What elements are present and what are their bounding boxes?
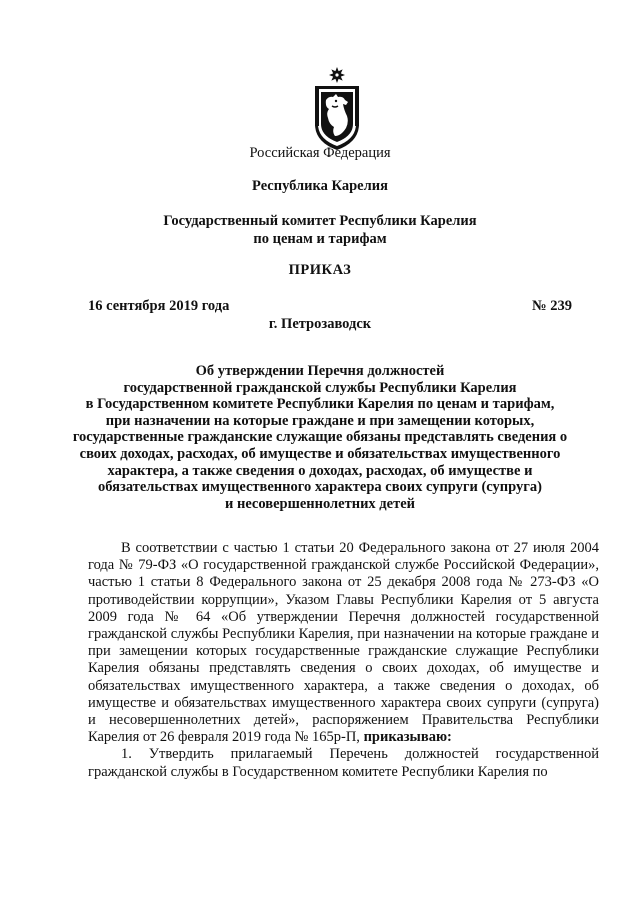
- title-line: Об утверждении Перечня должностей: [195, 363, 445, 379]
- title-line: характера, а также сведения о доходах, расходах, об имуществе и: [107, 462, 533, 479]
- republic-name: Республика Карелия: [252, 178, 388, 194]
- title-line: своих доходах, расходах, об имуществе и обязательствах имущественного: [79, 445, 561, 462]
- committee-line-2: по ценам и тарифам: [253, 231, 387, 247]
- document-city: г. Петрозаводск: [268, 316, 372, 332]
- document-number: № 239: [532, 298, 572, 314]
- document-type: ПРИКАЗ: [288, 262, 352, 278]
- document-title: [0, 363, 640, 512]
- committee-line-1: Государственный комитет Республики Карелия: [163, 213, 477, 229]
- title-line: государственной гражданской службы Республики Карелия: [123, 379, 517, 396]
- karelia-coat-of-arms-icon: [301, 66, 373, 152]
- preamble-text: В соответствии с частью 1 статьи 20 Федерального закона от 27 июля 2004 года № 79-ФЗ «О государственной гражданской службе Российской Федерации», частью 1 статьи 8 Федерального закона от 25 декабря 2008 года № 273-ФЗ «О противодействии коррупции», Указом Главы Республики Карелия от 5 августа 2009 года № 64 «Об утверждении Перечня должностей государственной гражданской службы Республики Карелия, при назначении на которые граждане и при замещении которых государственные гражданские служащие Республики Карелия обязаны представлять сведения о своих доходах, об имуществе и обязательствах имущественного характера, а также сведения о доходах, об имуществе и обязательствах имущественного характера своих супруги (супруга) и несовершеннолетних детей», распоряжением Правительства Республики Карелия от 26 февраля 2019 года № 165р-П,: [88, 540, 599, 746]
- committee-name: [0, 212, 640, 248]
- title-line: обязательствах имущественного характера своих супруги (супруга): [98, 479, 542, 496]
- body-paragraph-1: [88, 540, 599, 746]
- title-line: и несовершеннолетних детей: [224, 495, 415, 512]
- order-word: приказываю:: [363, 729, 452, 746]
- title-line: в Государственном комитете Республики Карелия по ценам и тарифам,: [85, 396, 555, 413]
- title-line: при назначении на которые граждане и при замещении которых,: [105, 412, 535, 429]
- document-body: [88, 540, 599, 781]
- document-date: 16 сентября 2019 года: [88, 298, 230, 314]
- country-name: Российская Федерация: [249, 145, 391, 161]
- body-paragraph-2: 1. Утвердить прилагаемый Перечень должностей государственной гражданской службы в Государственном комитете Республики Карелия по: [88, 746, 599, 780]
- title-line: государственные гражданские служащие обязаны представлять сведения о: [72, 429, 568, 446]
